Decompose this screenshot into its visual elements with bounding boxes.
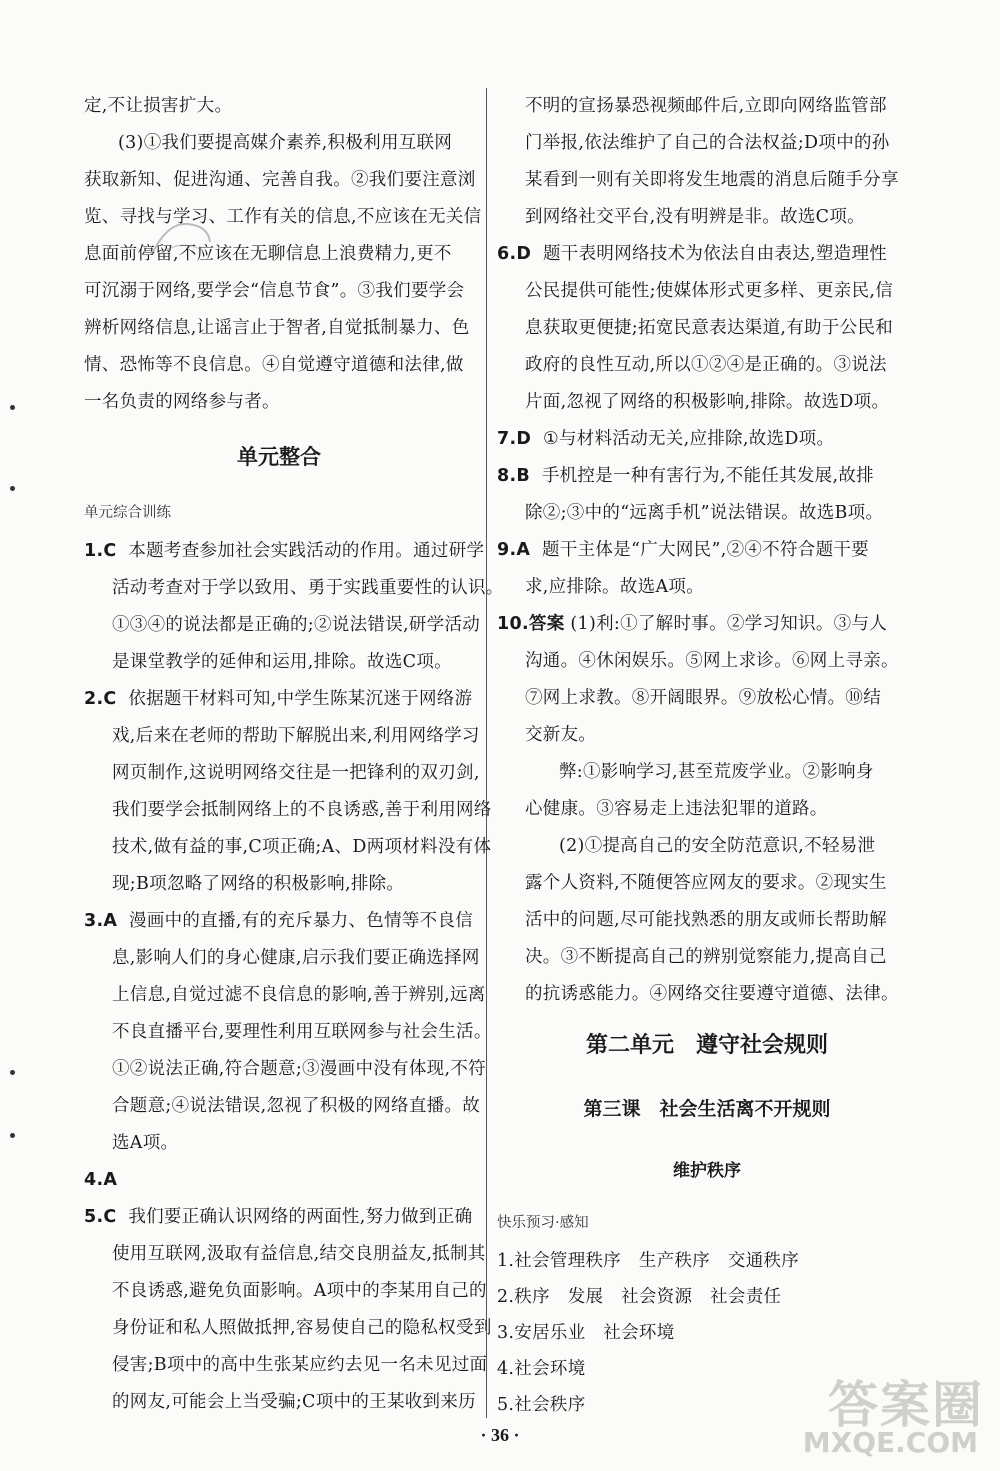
text-line: 息面前停留,不应该在无聊信息上浪费精力,更不 [84, 244, 452, 264]
text-line: 政府的良性互动,所以①②④是正确的。③说法 [525, 355, 887, 375]
text-line: 除②;③中的“远离手机”说法错误。故选B项。 [525, 503, 884, 523]
question-text: ①与材料活动无关,应排除,故选D项。 [543, 429, 835, 449]
question-text: 漫画中的直播,有的充斥暴力、色情等不良信 [129, 911, 474, 931]
question-line [497, 421, 917, 458]
question-line [497, 532, 917, 569]
margin-dot [10, 486, 15, 491]
question-line [497, 458, 917, 495]
text-line: 沟通。④休闲娱乐。⑤网上求诊。⑥网上寻亲。 [525, 651, 899, 671]
unit-title: 第二单元 遵守社会规则 [585, 1033, 828, 1058]
question-line [84, 1199, 474, 1236]
text-line: 获取新知、促进沟通、完善自我。②我们要注意浏 [84, 170, 476, 190]
watermark-url: MXQE.COM [802, 1426, 978, 1459]
text-line: 决。③不断提高自己的辨别觉察能力,提高自己 [525, 947, 887, 967]
answer-line: 1.社会管理秩序 生产秩序 交通秩序 [497, 1251, 800, 1271]
question-number: 6.D [497, 244, 532, 264]
question-number: 10.答案 [497, 614, 565, 634]
text-line: 到网络社交平台,没有明辨是非。故选C项。 [525, 207, 865, 227]
text-line: 片面,忽视了网络的积极影响,排除。故选D项。 [525, 392, 890, 412]
question-line [497, 606, 917, 643]
left-column [84, 88, 504, 1421]
question-text: 我们要正确认识网络的两面性,努力做到正确 [128, 1207, 473, 1227]
text-line: 心健康。③容易走上违法犯罪的道路。 [525, 799, 828, 819]
text-line: 露个人资料,不随便答应网友的要求。②现实生 [525, 873, 887, 893]
text-line: 的抗诱惑能力。④网络交往要遵守道德、法律。 [525, 984, 899, 1004]
watermark-logo [754, 1365, 984, 1461]
text-line: 技术,做有益的事,C项正确;A、D两项材料没有体 [112, 837, 492, 857]
question-text: 题干表明网络技术为依法自由表达,塑造理性 [543, 244, 888, 264]
text-line: 戏,后来在老师的帮助下解脱出来,利用网络学习 [112, 726, 480, 746]
text-line: 活中的问题,尽可能找熟悉的朋友或师长帮助解 [525, 910, 887, 930]
column-divider [486, 88, 487, 1418]
answer-line: 5.社会秩序 [497, 1395, 586, 1415]
margin-dot [10, 1133, 15, 1138]
question-line [84, 1162, 474, 1199]
text-line: 定,不让损害扩大。 [84, 96, 233, 116]
text-line: 是课堂教学的延伸和运用,排除。故选C项。 [112, 652, 452, 672]
text-line: ⑦网上求教。⑧开阔眼界。⑨放松心情。⑩结 [525, 688, 881, 708]
text-line: 门举报,依法维护了自己的合法权益;D项中的孙 [525, 133, 890, 153]
subsection-title: 单元综合训练 [84, 505, 171, 521]
text-line: 现;B项忽略了网络的积极影响,排除。 [112, 874, 405, 894]
answer-line: 3.安居乐业 社会环境 [497, 1323, 675, 1343]
text-line: 上信息,自觉过滤不良信息的影响,善于辨别,远离 [112, 985, 486, 1005]
question-line [84, 681, 474, 718]
question-text: 本题考查参加社会实践活动的作用。通过研学 [128, 541, 485, 561]
text-line: 一名负责的网络参与者。 [84, 392, 280, 412]
lesson-title: 第三课 社会生活离不开规则 [583, 1098, 831, 1120]
question-line [84, 533, 485, 570]
question-number: 5.C [84, 1207, 117, 1227]
text-line: 网页制作,这说明网络交往是一把锋利的双刃剑, [112, 763, 480, 783]
question-text: 手机控是一种有害行为,不能任其发展,故排 [541, 466, 874, 486]
margin-dot [10, 1070, 15, 1075]
text-line: 使用互联网,汲取有益信息,结交良朋益友,抵制其 [112, 1244, 486, 1264]
text-line: 的网友,可能会上当受骗;C项中的王某收到来历 [112, 1392, 476, 1412]
watermark-text: 答案圈 [828, 1376, 984, 1434]
question-number: 7.D [497, 429, 532, 449]
text-line: 活动考查对于学以致用、勇于实践重要性的认识。 [112, 578, 504, 598]
text-line: 弊:①影响学习,甚至荒废学业。②影响身 [559, 762, 874, 782]
question-text: 题干主体是“广大网民”,②④不符合题干要 [542, 540, 869, 560]
margin-dot [10, 405, 15, 410]
question-number: 2.C [84, 689, 117, 709]
right-column [497, 88, 917, 1423]
text-line: 息获取更便捷;拓宽民意表达渠道,有助于公民和 [525, 318, 894, 338]
text-line: (2)①提高自己的安全防范意识,不轻易泄 [559, 836, 876, 856]
answer-line: 4.社会环境 [497, 1359, 586, 1379]
question-number: 3.A [84, 911, 118, 931]
text-line: 情、恐怖等不良信息。④自觉遵守道德和法律,做 [84, 355, 464, 375]
text-line: (3)①我们要提高媒介素养,积极利用互联网 [118, 133, 453, 153]
text-line: 求,应排除。故选A项。 [525, 577, 704, 597]
question-text: 依据题干材料可知,中学生陈某沉迷于网络游 [128, 689, 473, 709]
text-line: 不良诱惑,避免负面影响。A项中的李某用自己的 [112, 1281, 487, 1301]
answer-line: 2.秩序 发展 社会资源 社会责任 [497, 1287, 782, 1307]
preview-label: 快乐预习·感知 [497, 1215, 589, 1231]
text-line: 可沉溺于网络,要学会“信息节食”。③我们要学会 [84, 281, 465, 301]
topic-title: 维护秩序 [673, 1161, 741, 1181]
text-line: ①③④的说法都是正确的;②说法错误,研学活动 [112, 615, 481, 635]
page-number: · 36 · [480, 1425, 520, 1445]
text-line: 览、寻找与学习、工作有关的信息,不应该在无关信 [84, 207, 482, 227]
question-line [84, 903, 474, 940]
text-line: 交新友。 [525, 725, 597, 745]
text-line: 合题意;④说法错误,忽视了积极的网络直播。故 [112, 1096, 481, 1116]
text-line: 选A项。 [112, 1133, 179, 1153]
question-text: (1)利:①了解时事。②学习知识。③与人 [570, 614, 888, 634]
section-title: 单元整合 [237, 445, 321, 469]
text-line: 辨析网络信息,让谣言止于智者,自觉抵制暴力、色 [84, 318, 470, 338]
question-number: 8.B [497, 466, 531, 486]
text-line: 身份证和私人照做抵押,容易使自己的隐私权受到 [112, 1318, 492, 1338]
text-line: 某看到一则有关即将发生地震的消息后随手分享 [525, 170, 899, 190]
question-number: 4.A [84, 1170, 118, 1190]
question-number: 1.C [84, 541, 117, 561]
text-line: 息,影响人们的身心健康,启示我们要正确选择网 [112, 948, 480, 968]
question-number: 9.A [497, 540, 531, 560]
text-line: ①②说法正确,符合题意;③漫画中没有体现,不符 [112, 1059, 486, 1079]
text-line: 公民提供可能性;使媒体形式更多样、更亲民,信 [525, 281, 894, 301]
text-line: 我们要学会抵制网络上的不良诱惑,善于利用网络 [112, 800, 492, 820]
text-line: 不良直播平台,要理性利用互联网参与社会生活。 [112, 1022, 492, 1042]
question-line [497, 236, 917, 273]
text-line: 不明的宣扬暴恐视频邮件后,立即向网络监管部 [525, 96, 887, 116]
text-line: 侵害;B项中的高中生张某应约去见一名未见过面 [112, 1355, 488, 1375]
